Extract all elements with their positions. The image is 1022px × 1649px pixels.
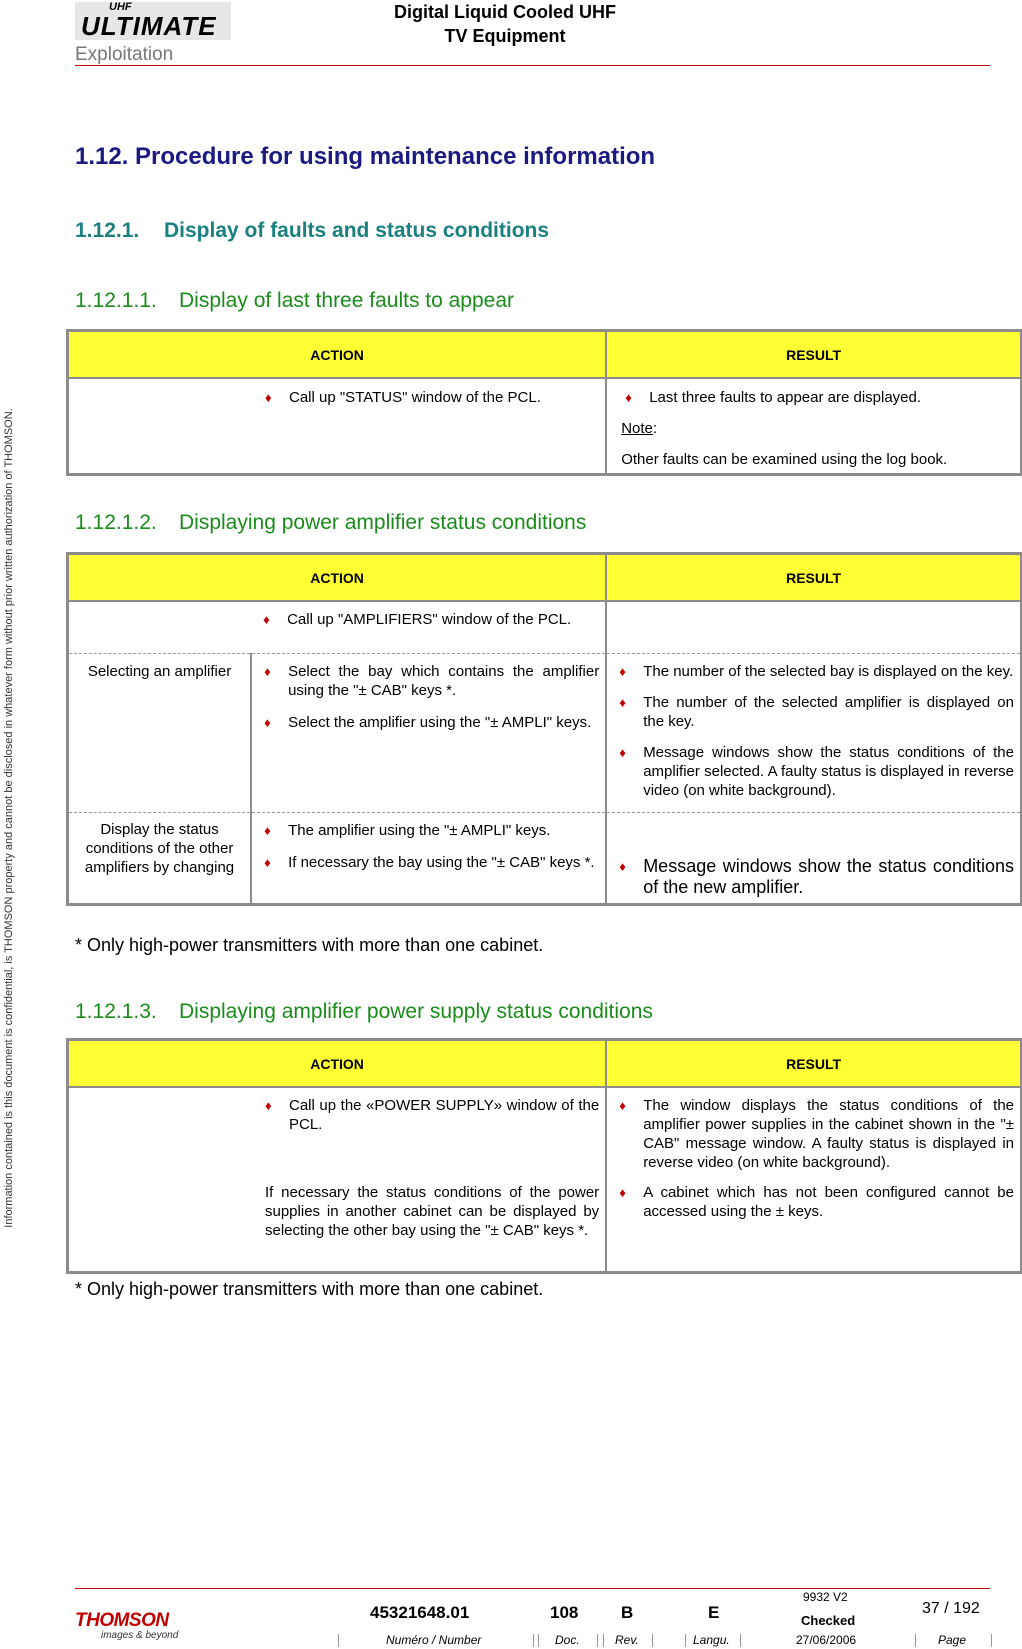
checked-label: Checked <box>801 1613 856 1628</box>
heading-1-12-1-2 <box>75 511 586 535</box>
result-item: ♦ Last three faults to appear are displayed. <box>613 388 1014 407</box>
col-result: RESULT <box>606 1040 1021 1088</box>
row-label: Display the status conditions of the other amplifiers by changing <box>84 820 235 876</box>
heading-text: Display of last three faults to appear <box>179 289 515 312</box>
heading-text: Displaying amplifier power supply status conditions <box>179 1000 653 1023</box>
action-item: ♦ Select the bay which contains the amplifier using the "± CAB" keys *. <box>252 662 599 700</box>
faults-table: ACTION RESULT ♦ Call up "STATUS" window of the PCL. ♦ Last three faults to appear are displayed. Note: Other faults can be examined using the log book. <box>66 329 1022 476</box>
col-result: RESULT <box>606 331 1021 379</box>
document-title <box>380 0 630 48</box>
result-item: ♦ The number of the selected amplifier is displayed on the key. <box>607 693 1014 731</box>
action-item: ♦ Call up "AMPLIFIERS" window of the PCL. <box>251 610 599 629</box>
result-item: ♦ A cabinet which has not been configured cannot be accessed using the ± keys. <box>607 1183 1014 1221</box>
action-note: If necessary the status conditions of the power supplies in another cabinet can be displayed by selecting the other bay using the "± CAB" keys *. <box>265 1184 600 1239</box>
heading-text: Procedure for using maintenance information <box>135 143 656 170</box>
heading-number: 1.12.1.1. <box>75 289 157 312</box>
heading-number: 1.12.1. <box>75 219 140 242</box>
rev-code: B <box>621 1603 634 1622</box>
note-label: Note <box>621 420 653 437</box>
date: 27/06/2006 <box>796 1633 857 1647</box>
heading-number: 1.12. <box>75 143 129 170</box>
lang-code: E <box>708 1603 720 1622</box>
logo-main: ULTIMATE <box>81 11 217 41</box>
document-title-line1: Digital Liquid Cooled UHF <box>394 2 616 22</box>
footnote: * Only high-power transmitters with more than one cabinet. <box>75 1279 544 1299</box>
page-number: 37 / 192 <box>922 1600 980 1617</box>
action-item: ♦ Call up the «POWER SUPPLY» window of the PCL. <box>253 1096 599 1134</box>
action-item: ♦ The amplifier using the "± AMPLI" keys. <box>252 821 599 840</box>
col-result: RESULT <box>606 554 1021 602</box>
col-action: ACTION <box>68 1040 607 1088</box>
heading-number: 1.12.1.3. <box>75 1000 157 1023</box>
doc-code: 108 <box>550 1603 579 1622</box>
company-tagline: images & beyond <box>101 1630 179 1641</box>
action-item: ♦ Call up "STATUS" window of the PCL. <box>253 388 599 407</box>
label-lang: Langu. <box>693 1633 730 1647</box>
footer-rule <box>75 1588 990 1589</box>
power-supply-table <box>66 1038 1022 1274</box>
thomson-logo <box>75 1596 195 1648</box>
heading-number: 1.12.1.2. <box>75 511 157 534</box>
doc-number: 45321648.01 <box>370 1603 470 1622</box>
section-name: Exploitation <box>75 44 174 65</box>
action-item: ♦ Select the amplifier using the "± AMPLI" keys. <box>252 713 599 732</box>
heading-1-12-1-3 <box>75 1000 653 1024</box>
ultimate-logo <box>75 2 231 40</box>
label-page: Page <box>938 1633 967 1647</box>
heading-1-12-1 <box>75 219 549 243</box>
row-label: Selecting an amplifier <box>87 662 232 680</box>
col-action: ACTION <box>68 331 607 379</box>
label-number: Numéro / Number <box>386 1633 482 1647</box>
confidentiality-notice: Information contained is this document is confidential, is THOMSON property and cannot be disclosed in whatever form without prior written authorization of THOMSON. <box>3 408 15 1228</box>
header-rule <box>75 65 990 66</box>
result-item: ♦ Message windows show the status conditions of the new amplifier. <box>607 856 1014 898</box>
label-doc: Doc. <box>555 1633 580 1647</box>
result-item: ♦ The window displays the status conditions of the amplifier power supplies in the cabinet shown in the "± CAB" message window. A faulty status is displayed in reverse video (on white background). <box>607 1096 1014 1172</box>
document-title-line2: TV Equipment <box>444 26 566 46</box>
heading-1-12-1-1 <box>75 289 514 313</box>
note-text: Other faults can be examined using the log book. <box>621 451 948 468</box>
label-rev: Rev. <box>615 1633 639 1647</box>
amplifier-table <box>66 552 1022 906</box>
action-item: ♦ If necessary the bay using the "± CAB" keys *. <box>252 853 599 872</box>
footnote: * Only high-power transmitters with more than one cabinet. <box>75 935 544 955</box>
company-name: THOMSON <box>75 1610 169 1631</box>
logo-sup: UHF <box>109 1 132 13</box>
col-action: ACTION <box>68 554 607 602</box>
result-item: ♦ Message windows show the status conditions of the amplifier selected. A faulty status is displayed in reverse video (on white background). <box>607 743 1014 800</box>
heading-text: Displaying power amplifier status conditions <box>179 511 587 534</box>
checked-code: 9932 V2 <box>803 1590 848 1604</box>
result-item: ♦ The number of the selected bay is displayed on the key. <box>607 662 1014 681</box>
heading-text: Display of faults and status conditions <box>164 219 550 242</box>
heading-1-12 <box>75 143 655 171</box>
